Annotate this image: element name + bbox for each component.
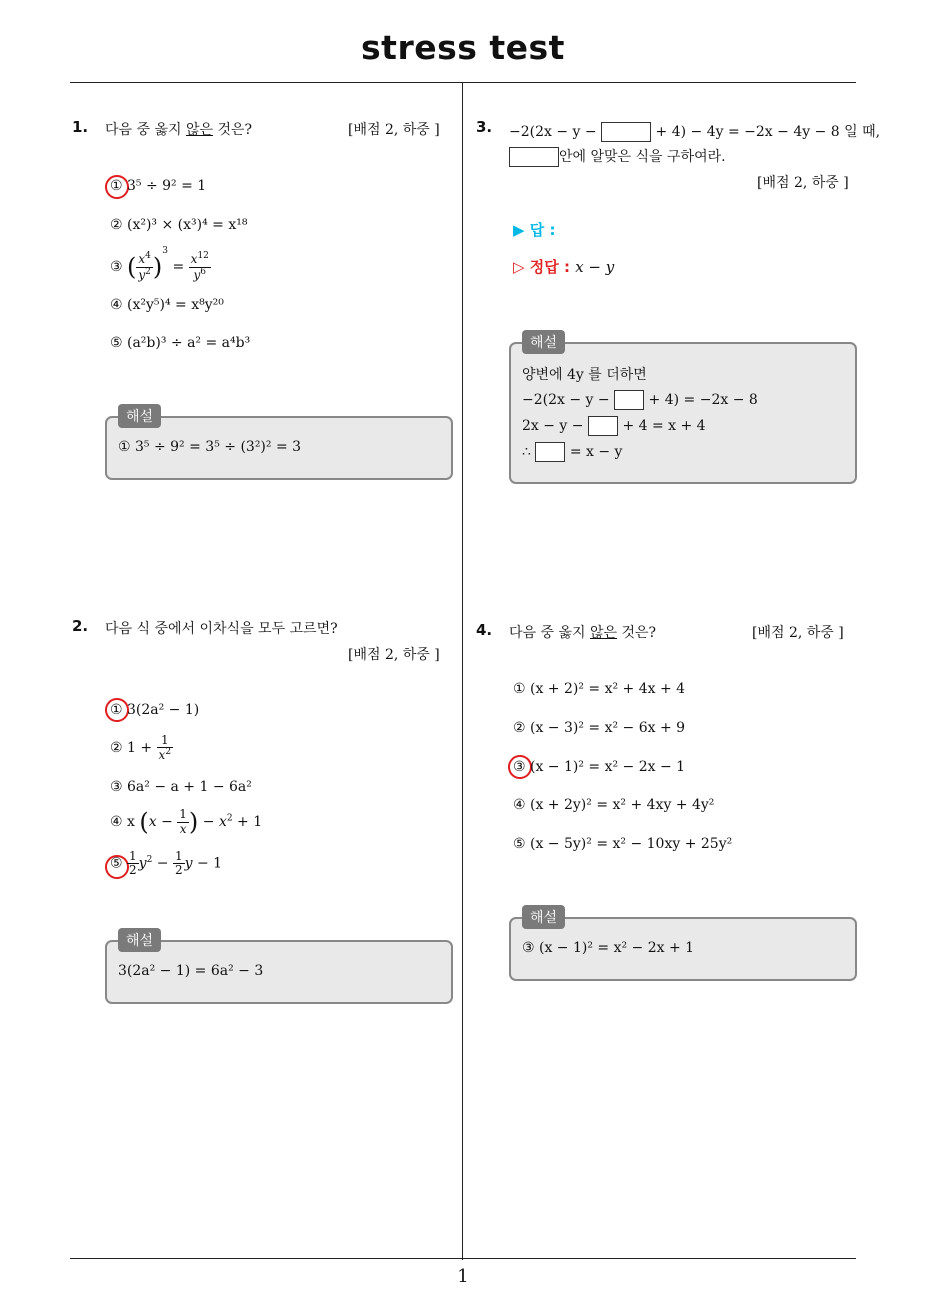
question-text-line-1: −2(2x − y − + 4) − 4y = −2x − 4y − 8 일 때, [509,124,881,140]
option-2: ② (x²)³ × (x³)⁴ = x¹⁸ [110,217,248,233]
solution-label: 해설 [118,404,161,428]
solution-line: 2x − y − + 4 = x + 4 [522,418,706,434]
score-label: [배점 2, 하중 ] [348,647,440,663]
option-2: ② (x − 3)² = x² − 6x + 9 [513,720,686,736]
solution-line: 3(2a² − 1) = 6a² − 3 [118,963,264,979]
option-1: ① (x + 2)² = x² + 4x + 4 [513,681,686,697]
question-number: 4. [476,621,493,639]
blank-box [535,442,565,462]
option-1: ① 3⁵ ÷ 9² = 1 [110,178,207,194]
score-label: [배점 2, 하중 ] [752,625,844,641]
option-5: ⑤ (a²b)³ ÷ a² = a⁴b³ [110,335,251,351]
answer-label: ▶ 답 : [513,221,556,239]
option-3: ③ 6a² − a + 1 − 6a² [110,779,252,795]
page-number: 1 [457,1266,469,1287]
solution-line: −2(2x − y − + 4) = −2x − 8 [522,392,758,408]
solution-line: 양변에 4y 를 더하면 [522,367,647,383]
question-number: 1. [72,118,89,136]
option-3: ③ ( $\frac{x^4}{y^2}$ )$^3$ = $\frac{x^{12}}{y^6}$ [110,246,209,282]
option-5: ⑤ (x − 5y)² = x² − 10xy + 25y² [513,836,733,852]
question-number: 3. [476,118,493,136]
option-3: ③ (x − 1)² = x² − 2x − 1 [513,759,686,775]
score-label: [배점 2, 하중 ] [348,122,440,138]
option-4: ④ x (x − $\frac{1}{x}$ ) − $x^2 + 1$ [110,807,263,836]
score-label: [배점 2, 하중 ] [757,175,849,191]
blank-box [614,390,644,410]
solution-line: ③ (x − 1)² = x² − 2x + 1 [522,940,695,956]
blank-box [588,416,618,436]
bottom-rule [70,1258,856,1259]
option-2: ② 1 + $\frac{1}{x^2}$ [110,733,172,763]
page-title: stress test [361,28,565,67]
solution-label: 해설 [522,330,565,354]
blank-box [601,122,651,142]
question-text-line-2: 안에 알맞은 식을 구하여라. [509,146,726,167]
option-4: ④ (x + 2y)² = x² + 4xy + 4y² [513,797,715,813]
solution-line: ∴ = x − y [522,444,623,460]
question-text: 다음 중 옳지 않은 것은? [509,625,657,641]
top-rule [70,82,856,83]
question-text: 다음 중 옳지 않은 것은? [105,122,253,138]
option-4: ④ (x²y⁵)⁴ = x⁸y²⁰ [110,297,224,313]
solution-line: ① 3⁵ ÷ 9² = 3⁵ ÷ (3²)² = 3 [118,439,302,455]
correct-answer: ▷ 정답 : x − y [513,258,615,276]
blank-box [509,147,559,167]
column-divider [462,83,463,1260]
solution-label: 해설 [522,905,565,929]
question-number: 2. [72,617,89,635]
option-1: ① 3(2a² − 1) [110,702,200,718]
question-text: 다음 식 중에서 이차식을 모두 고르면? [105,621,338,637]
option-5: ⑤ $\frac{1}{2}$ $y^2$ − $\frac{1}{2}$ y − 1 [110,849,223,878]
solution-label: 해설 [118,928,161,952]
